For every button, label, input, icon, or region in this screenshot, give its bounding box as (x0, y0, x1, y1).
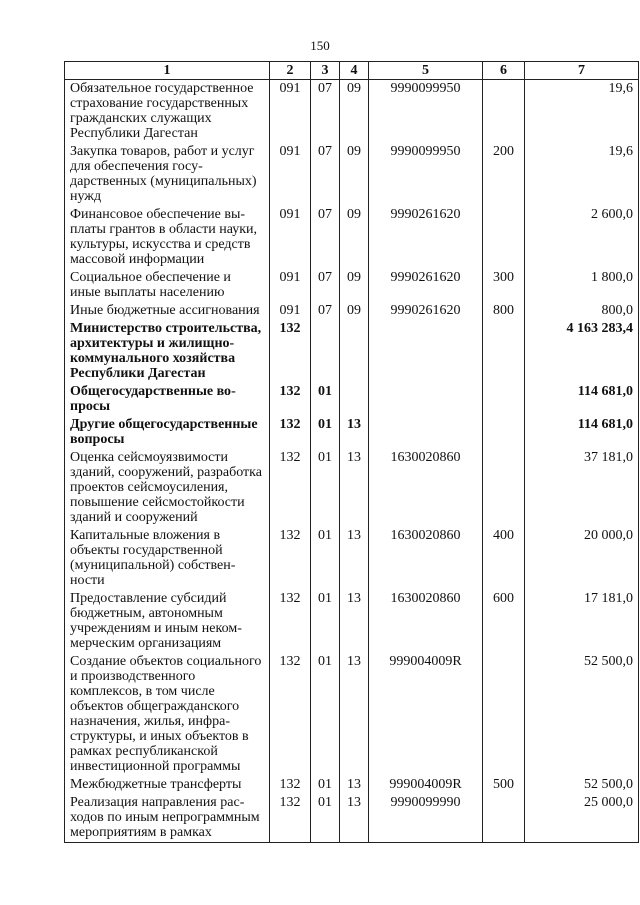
table-row (65, 527, 639, 590)
table-body (65, 80, 639, 843)
table-row (65, 776, 639, 794)
subsection-code: 13 (340, 416, 369, 449)
amount: 19,6 (525, 143, 639, 206)
target-article-code: 999004009R (369, 653, 483, 776)
target-article-code: 9990261620 (369, 269, 483, 302)
col-header-5: 5 (369, 62, 483, 80)
ministry-code: 091 (270, 269, 311, 302)
item-name: Министерство строительства, архитектуры и жилищно-коммунального хозяйства Республики Дагестан (65, 320, 270, 383)
expense-type-code (483, 320, 525, 383)
subsection-code: 09 (340, 302, 369, 320)
table-row (65, 449, 639, 527)
col-header-7: 7 (525, 62, 639, 80)
target-article-code: 9990099990 (369, 794, 483, 843)
section-code: 01 (311, 776, 340, 794)
subsection-code: 13 (340, 590, 369, 653)
ministry-code: 132 (270, 383, 311, 416)
table-row (65, 302, 639, 320)
col-header-4: 4 (340, 62, 369, 80)
amount: 17 181,0 (525, 590, 639, 653)
section-code: 01 (311, 794, 340, 843)
subsection-code (340, 320, 369, 383)
amount: 800,0 (525, 302, 639, 320)
ministry-code: 132 (270, 449, 311, 527)
target-article-code: 9990261620 (369, 302, 483, 320)
expense-type-code (483, 383, 525, 416)
item-name: Финансовое обеспечение выплаты грантов в области науки, культуры, искусства и средств массовой информации (65, 206, 270, 269)
col-header-6: 6 (483, 62, 525, 80)
amount: 114 681,0 (525, 416, 639, 449)
ministry-code: 091 (270, 206, 311, 269)
ministry-code: 132 (270, 590, 311, 653)
item-name: Общегосударственные вопросы (65, 383, 270, 416)
target-article-code: 1630020860 (369, 590, 483, 653)
table-row (65, 794, 639, 843)
amount: 25 000,0 (525, 794, 639, 843)
expense-type-code: 800 (483, 302, 525, 320)
target-article-code: 9990099950 (369, 143, 483, 206)
section-code: 07 (311, 302, 340, 320)
subsection-code: 13 (340, 449, 369, 527)
subsection-code: 13 (340, 653, 369, 776)
amount: 2 600,0 (525, 206, 639, 269)
amount: 52 500,0 (525, 776, 639, 794)
target-article-code: 1630020860 (369, 449, 483, 527)
item-name: Оценка сейсмоуязвимости зданий, сооружений, разработка проектов сейсмоусиления, повышение сейсмостойкости зданий и сооружений (65, 449, 270, 527)
target-article-code (369, 416, 483, 449)
ministry-code: 091 (270, 80, 311, 144)
item-name: Обязательное государственное страхование государственных гражданских служащих Республики Дагестан (65, 80, 270, 144)
expense-type-code (483, 416, 525, 449)
expense-type-code (483, 449, 525, 527)
item-name: Закупка товаров, работ и услуг для обеспечения государственных (муниципальных) нужд (65, 143, 270, 206)
target-article-code (369, 320, 483, 383)
subsection-code: 13 (340, 794, 369, 843)
expense-type-code (483, 80, 525, 144)
ministry-code: 091 (270, 302, 311, 320)
budget-table (64, 61, 639, 843)
col-header-1: 1 (65, 62, 270, 80)
table-row (65, 80, 639, 144)
ministry-code: 132 (270, 416, 311, 449)
expense-type-code: 200 (483, 143, 525, 206)
table-row (65, 143, 639, 206)
expense-type-code: 300 (483, 269, 525, 302)
ministry-code: 132 (270, 320, 311, 383)
amount: 20 000,0 (525, 527, 639, 590)
amount: 52 500,0 (525, 653, 639, 776)
section-code: 07 (311, 206, 340, 269)
item-name: Реализация направления расходов по иным непрограммным мероприятиям в рамках (65, 794, 270, 843)
item-name: Другие общегосударственные вопросы (65, 416, 270, 449)
section-code: 01 (311, 653, 340, 776)
section-code: 07 (311, 143, 340, 206)
expense-type-code (483, 653, 525, 776)
subsection-code: 09 (340, 269, 369, 302)
amount: 4 163 283,4 (525, 320, 639, 383)
amount: 37 181,0 (525, 449, 639, 527)
table-row (65, 269, 639, 302)
amount: 1 800,0 (525, 269, 639, 302)
subsection-code: 09 (340, 143, 369, 206)
section-code (311, 320, 340, 383)
item-name: Межбюджетные трансферты (65, 776, 270, 794)
subsection-code: 13 (340, 527, 369, 590)
ministry-code: 132 (270, 527, 311, 590)
amount: 114 681,0 (525, 383, 639, 416)
subsection-code (340, 383, 369, 416)
subsection-code: 13 (340, 776, 369, 794)
expense-type-code: 600 (483, 590, 525, 653)
section-code: 07 (311, 269, 340, 302)
ministry-code: 132 (270, 653, 311, 776)
target-article-code (369, 383, 483, 416)
subsection-code: 09 (340, 206, 369, 269)
ministry-code: 132 (270, 794, 311, 843)
item-name: Капитальные вложения в объекты государственной (муниципальной) собственности (65, 527, 270, 590)
expense-type-code: 400 (483, 527, 525, 590)
item-name: Иные бюджетные ассигнования (65, 302, 270, 320)
section-code: 07 (311, 80, 340, 144)
target-article-code: 1630020860 (369, 527, 483, 590)
table-row (65, 653, 639, 776)
item-name: Социальное обеспечение и иные выплаты населению (65, 269, 270, 302)
table-row (65, 416, 639, 449)
section-code: 01 (311, 383, 340, 416)
item-name: Создание объектов социального и производственного комплексов, в том числе объектов общегражданского назначения, жилья, инфраструктуры, и иных объектов в рамках республиканской инвестиционной программы (65, 653, 270, 776)
table-row (65, 383, 639, 416)
amount: 19,6 (525, 80, 639, 144)
header-row (65, 62, 639, 80)
target-article-code: 9990099950 (369, 80, 483, 144)
section-code: 01 (311, 449, 340, 527)
ministry-code: 091 (270, 143, 311, 206)
target-article-code: 999004009R (369, 776, 483, 794)
col-header-2: 2 (270, 62, 311, 80)
table-row (65, 320, 639, 383)
expense-type-code (483, 206, 525, 269)
expense-type-code: 500 (483, 776, 525, 794)
item-name: Предоставление субсидий бюджетным, автономным учреждениям и иным некоммерческим организациям (65, 590, 270, 653)
section-code: 01 (311, 416, 340, 449)
ministry-code: 132 (270, 776, 311, 794)
table-row (65, 206, 639, 269)
section-code: 01 (311, 590, 340, 653)
table-row (65, 590, 639, 653)
section-code: 01 (311, 527, 340, 590)
target-article-code: 9990261620 (369, 206, 483, 269)
page-number: 150 (310, 38, 330, 53)
expense-type-code (483, 794, 525, 843)
col-header-3: 3 (311, 62, 340, 80)
subsection-code: 09 (340, 80, 369, 144)
